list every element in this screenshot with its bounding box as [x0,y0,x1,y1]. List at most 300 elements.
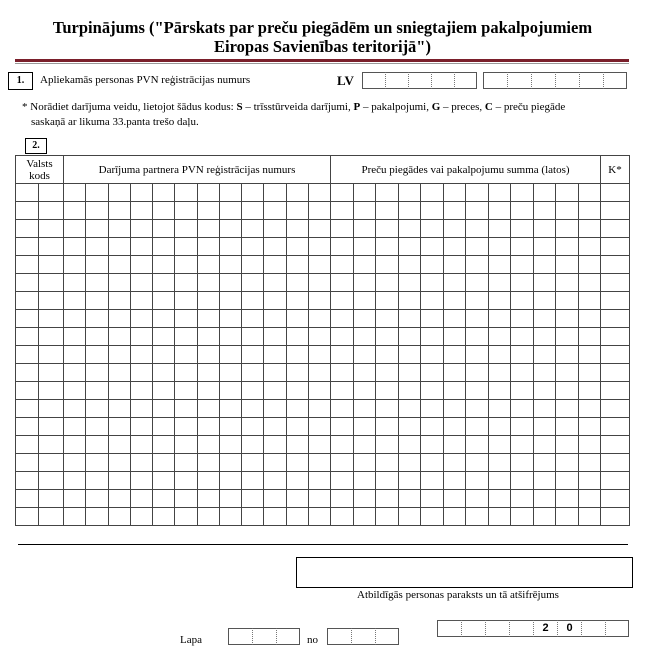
amount-cell[interactable] [533,292,556,310]
partner-vat-cell[interactable] [130,184,152,202]
country-code-cell[interactable] [39,472,64,490]
amount-cell[interactable] [488,256,511,274]
partner-vat-cell[interactable] [219,310,241,328]
amount-cell[interactable] [443,220,466,238]
partner-vat-cell[interactable] [130,292,152,310]
partner-vat-cell[interactable] [219,202,241,220]
amount-cell[interactable] [421,292,444,310]
amount-cell[interactable] [421,436,444,454]
partner-vat-cell[interactable] [130,400,152,418]
amount-cell[interactable] [466,202,489,220]
partner-vat-cell[interactable] [197,400,219,418]
amount-cell[interactable] [331,382,354,400]
amount-cell[interactable] [556,472,579,490]
amount-cell[interactable] [443,346,466,364]
partner-vat-cell[interactable] [242,292,264,310]
amount-cell[interactable] [533,364,556,382]
vat-number-group2[interactable] [483,72,627,89]
partner-vat-cell[interactable] [308,184,330,202]
amount-cell[interactable] [578,472,601,490]
amount-cell[interactable] [421,454,444,472]
partner-vat-cell[interactable] [108,400,130,418]
amount-cell[interactable] [488,184,511,202]
partner-vat-cell[interactable] [130,382,152,400]
country-code-cell[interactable] [39,184,64,202]
kind-cell[interactable] [601,508,630,526]
partner-vat-cell[interactable] [242,382,264,400]
amount-cell[interactable] [353,292,376,310]
partner-vat-cell[interactable] [286,508,308,526]
partner-vat-cell[interactable] [86,310,108,328]
amount-cell[interactable] [443,436,466,454]
amount-cell[interactable] [556,436,579,454]
amount-cell[interactable] [556,238,579,256]
amount-cell[interactable] [488,346,511,364]
amount-cell[interactable] [533,490,556,508]
country-code-cell[interactable] [39,508,64,526]
country-code-cell[interactable] [16,436,39,454]
amount-cell[interactable] [398,418,421,436]
year-digit-0[interactable]: 0 [557,620,581,637]
partner-vat-cell[interactable] [219,346,241,364]
amount-cell[interactable] [578,256,601,274]
amount-cell[interactable] [398,490,421,508]
partner-vat-cell[interactable] [286,184,308,202]
amount-cell[interactable] [511,238,534,256]
kind-cell[interactable] [601,256,630,274]
amount-cell[interactable] [488,454,511,472]
amount-cell[interactable] [421,364,444,382]
amount-cell[interactable] [443,508,466,526]
amount-cell[interactable] [331,328,354,346]
amount-cell[interactable] [376,490,399,508]
partner-vat-cell[interactable] [264,238,286,256]
country-code-cell[interactable] [39,418,64,436]
amount-cell[interactable] [556,382,579,400]
kind-cell[interactable] [601,220,630,238]
partner-vat-cell[interactable] [308,346,330,364]
partner-vat-cell[interactable] [175,346,197,364]
amount-cell[interactable] [443,400,466,418]
partner-vat-cell[interactable] [153,238,175,256]
partner-vat-cell[interactable] [286,256,308,274]
amount-cell[interactable] [533,274,556,292]
page-digit-cell[interactable] [276,628,300,645]
amount-cell[interactable] [353,220,376,238]
amount-cell[interactable] [353,310,376,328]
page-number-field[interactable] [228,628,300,645]
partner-vat-cell[interactable] [64,400,86,418]
amount-cell[interactable] [421,202,444,220]
amount-cell[interactable] [353,364,376,382]
partner-vat-cell[interactable] [153,310,175,328]
vat-digit-cell[interactable] [579,72,603,89]
amount-cell[interactable] [398,400,421,418]
amount-cell[interactable] [556,346,579,364]
amount-cell[interactable] [556,184,579,202]
date-cell[interactable] [461,620,485,637]
amount-cell[interactable] [331,274,354,292]
date-cell[interactable] [509,620,533,637]
partner-vat-cell[interactable] [308,490,330,508]
amount-cell[interactable] [533,382,556,400]
partner-vat-cell[interactable] [64,256,86,274]
kind-cell[interactable] [601,202,630,220]
partner-vat-cell[interactable] [108,184,130,202]
amount-cell[interactable] [511,400,534,418]
partner-vat-cell[interactable] [64,310,86,328]
amount-cell[interactable] [331,472,354,490]
country-code-cell[interactable] [16,508,39,526]
partner-vat-cell[interactable] [108,346,130,364]
partner-vat-cell[interactable] [197,472,219,490]
amount-cell[interactable] [466,418,489,436]
partner-vat-cell[interactable] [175,418,197,436]
partner-vat-cell[interactable] [175,364,197,382]
amount-cell[interactable] [511,292,534,310]
amount-cell[interactable] [488,364,511,382]
country-code-cell[interactable] [39,400,64,418]
amount-cell[interactable] [533,310,556,328]
country-code-cell[interactable] [39,346,64,364]
partner-vat-cell[interactable] [219,382,241,400]
partner-vat-cell[interactable] [175,490,197,508]
partner-vat-cell[interactable] [175,400,197,418]
amount-cell[interactable] [376,454,399,472]
partner-vat-cell[interactable] [64,274,86,292]
partner-vat-cell[interactable] [286,364,308,382]
partner-vat-cell[interactable] [242,202,264,220]
amount-cell[interactable] [353,382,376,400]
amount-cell[interactable] [443,256,466,274]
amount-cell[interactable] [331,490,354,508]
partner-vat-cell[interactable] [86,238,108,256]
partner-vat-cell[interactable] [264,472,286,490]
amount-cell[interactable] [421,508,444,526]
partner-vat-cell[interactable] [175,436,197,454]
amount-cell[interactable] [578,364,601,382]
partner-vat-cell[interactable] [86,184,108,202]
partner-vat-cell[interactable] [264,310,286,328]
partner-vat-cell[interactable] [219,418,241,436]
partner-vat-cell[interactable] [86,400,108,418]
amount-cell[interactable] [466,490,489,508]
amount-cell[interactable] [421,238,444,256]
partner-vat-cell[interactable] [64,436,86,454]
partner-vat-cell[interactable] [175,292,197,310]
partner-vat-cell[interactable] [175,256,197,274]
amount-cell[interactable] [353,274,376,292]
vat-digit-cell[interactable] [362,72,385,89]
partner-vat-cell[interactable] [175,184,197,202]
partner-vat-cell[interactable] [264,382,286,400]
partner-vat-cell[interactable] [175,454,197,472]
partner-vat-cell[interactable] [86,346,108,364]
amount-cell[interactable] [533,256,556,274]
amount-cell[interactable] [353,490,376,508]
country-code-cell[interactable] [16,364,39,382]
amount-cell[interactable] [466,364,489,382]
partner-vat-cell[interactable] [286,454,308,472]
amount-cell[interactable] [578,436,601,454]
partner-vat-cell[interactable] [242,238,264,256]
partner-vat-cell[interactable] [130,256,152,274]
amount-cell[interactable] [331,292,354,310]
partner-vat-cell[interactable] [197,436,219,454]
country-code-cell[interactable] [39,454,64,472]
amount-cell[interactable] [578,184,601,202]
partner-vat-cell[interactable] [64,328,86,346]
kind-cell[interactable] [601,292,630,310]
amount-cell[interactable] [331,202,354,220]
amount-cell[interactable] [466,328,489,346]
amount-cell[interactable] [398,238,421,256]
amount-cell[interactable] [353,472,376,490]
amount-cell[interactable] [398,472,421,490]
amount-cell[interactable] [376,292,399,310]
amount-cell[interactable] [443,364,466,382]
amount-cell[interactable] [511,382,534,400]
amount-cell[interactable] [398,454,421,472]
partner-vat-cell[interactable] [242,436,264,454]
amount-cell[interactable] [511,310,534,328]
partner-vat-cell[interactable] [175,220,197,238]
partner-vat-cell[interactable] [130,310,152,328]
partner-vat-cell[interactable] [264,508,286,526]
partner-vat-cell[interactable] [130,472,152,490]
partner-vat-cell[interactable] [286,346,308,364]
kind-cell[interactable] [601,382,630,400]
vat-digit-cell[interactable] [555,72,579,89]
partner-vat-cell[interactable] [108,508,130,526]
partner-vat-cell[interactable] [64,508,86,526]
partner-vat-cell[interactable] [86,364,108,382]
amount-cell[interactable] [331,238,354,256]
partner-vat-cell[interactable] [308,454,330,472]
partner-vat-cell[interactable] [264,328,286,346]
amount-cell[interactable] [578,202,601,220]
amount-cell[interactable] [578,292,601,310]
partner-vat-cell[interactable] [308,256,330,274]
amount-cell[interactable] [353,418,376,436]
partner-vat-cell[interactable] [197,346,219,364]
partner-vat-cell[interactable] [130,454,152,472]
amount-cell[interactable] [331,454,354,472]
amount-cell[interactable] [376,274,399,292]
partner-vat-cell[interactable] [130,508,152,526]
amount-cell[interactable] [466,472,489,490]
partner-vat-cell[interactable] [197,238,219,256]
partner-vat-cell[interactable] [197,382,219,400]
amount-cell[interactable] [533,202,556,220]
partner-vat-cell[interactable] [308,400,330,418]
partner-vat-cell[interactable] [175,508,197,526]
kind-cell[interactable] [601,454,630,472]
partner-vat-cell[interactable] [197,310,219,328]
amount-cell[interactable] [578,310,601,328]
amount-cell[interactable] [466,400,489,418]
partner-vat-cell[interactable] [197,256,219,274]
amount-cell[interactable] [443,490,466,508]
partner-vat-cell[interactable] [219,508,241,526]
amount-cell[interactable] [488,508,511,526]
amount-cell[interactable] [511,472,534,490]
amount-cell[interactable] [466,346,489,364]
partner-vat-cell[interactable] [264,274,286,292]
amount-cell[interactable] [443,184,466,202]
amount-cell[interactable] [556,418,579,436]
partner-vat-cell[interactable] [86,436,108,454]
amount-cell[interactable] [331,346,354,364]
amount-cell[interactable] [466,292,489,310]
partner-vat-cell[interactable] [242,184,264,202]
partner-vat-cell[interactable] [153,472,175,490]
amount-cell[interactable] [376,472,399,490]
partner-vat-cell[interactable] [308,292,330,310]
partner-vat-cell[interactable] [286,310,308,328]
partner-vat-cell[interactable] [219,364,241,382]
amount-cell[interactable] [578,454,601,472]
partner-vat-cell[interactable] [286,202,308,220]
partner-vat-cell[interactable] [264,454,286,472]
partner-vat-cell[interactable] [197,184,219,202]
amount-cell[interactable] [556,274,579,292]
country-code-cell[interactable] [39,292,64,310]
partner-vat-cell[interactable] [153,382,175,400]
amount-cell[interactable] [488,328,511,346]
country-code-cell[interactable] [16,274,39,292]
kind-cell[interactable] [601,346,630,364]
amount-cell[interactable] [376,202,399,220]
date-field[interactable] [437,620,629,637]
partner-vat-cell[interactable] [108,382,130,400]
total-digit-cell[interactable] [375,628,399,645]
amount-cell[interactable] [331,436,354,454]
kind-cell[interactable] [601,400,630,418]
amount-cell[interactable] [466,184,489,202]
partner-vat-cell[interactable] [308,328,330,346]
amount-cell[interactable] [353,400,376,418]
amount-cell[interactable] [421,400,444,418]
partner-vat-cell[interactable] [219,256,241,274]
amount-cell[interactable] [578,238,601,256]
partner-vat-cell[interactable] [242,508,264,526]
amount-cell[interactable] [353,454,376,472]
vat-number-group1[interactable] [362,72,477,89]
amount-cell[interactable] [578,346,601,364]
amount-cell[interactable] [511,220,534,238]
country-code-cell[interactable] [16,454,39,472]
amount-cell[interactable] [376,220,399,238]
amount-cell[interactable] [376,364,399,382]
amount-cell[interactable] [353,202,376,220]
partner-vat-cell[interactable] [219,436,241,454]
partner-vat-cell[interactable] [242,364,264,382]
partner-vat-cell[interactable] [264,292,286,310]
amount-cell[interactable] [443,382,466,400]
partner-vat-cell[interactable] [64,238,86,256]
amount-cell[interactable] [353,184,376,202]
amount-cell[interactable] [488,490,511,508]
amount-cell[interactable] [511,184,534,202]
partner-vat-cell[interactable] [153,418,175,436]
partner-vat-cell[interactable] [242,328,264,346]
amount-cell[interactable] [556,202,579,220]
amount-cell[interactable] [578,274,601,292]
partner-vat-cell[interactable] [64,382,86,400]
amount-cell[interactable] [376,328,399,346]
amount-cell[interactable] [488,292,511,310]
amount-cell[interactable] [421,256,444,274]
partner-vat-cell[interactable] [153,508,175,526]
partner-vat-cell[interactable] [153,184,175,202]
amount-cell[interactable] [511,490,534,508]
amount-cell[interactable] [533,400,556,418]
amount-cell[interactable] [488,310,511,328]
amount-cell[interactable] [331,418,354,436]
partner-vat-cell[interactable] [153,346,175,364]
partner-vat-cell[interactable] [197,490,219,508]
partner-vat-cell[interactable] [130,274,152,292]
partner-vat-cell[interactable] [242,274,264,292]
amount-cell[interactable] [556,490,579,508]
amount-cell[interactable] [353,508,376,526]
country-code-cell[interactable] [16,310,39,328]
amount-cell[interactable] [556,256,579,274]
partner-vat-cell[interactable] [175,382,197,400]
amount-cell[interactable] [488,220,511,238]
amount-cell[interactable] [398,220,421,238]
partner-vat-cell[interactable] [86,274,108,292]
kind-cell[interactable] [601,238,630,256]
partner-vat-cell[interactable] [64,202,86,220]
partner-vat-cell[interactable] [64,490,86,508]
country-code-cell[interactable] [16,382,39,400]
amount-cell[interactable] [331,310,354,328]
amount-cell[interactable] [443,238,466,256]
amount-cell[interactable] [466,238,489,256]
amount-cell[interactable] [511,364,534,382]
signature-field[interactable] [296,557,633,588]
partner-vat-cell[interactable] [286,382,308,400]
partner-vat-cell[interactable] [64,346,86,364]
amount-cell[interactable] [376,508,399,526]
partner-vat-cell[interactable] [286,418,308,436]
partner-vat-cell[interactable] [264,256,286,274]
partner-vat-cell[interactable] [197,508,219,526]
amount-cell[interactable] [556,508,579,526]
country-code-cell[interactable] [39,256,64,274]
vat-digit-cell[interactable] [531,72,555,89]
partner-vat-cell[interactable] [86,418,108,436]
partner-vat-cell[interactable] [308,238,330,256]
partner-vat-cell[interactable] [86,202,108,220]
amount-cell[interactable] [533,346,556,364]
partner-vat-cell[interactable] [219,274,241,292]
kind-cell[interactable] [601,436,630,454]
partner-vat-cell[interactable] [108,202,130,220]
partner-vat-cell[interactable] [175,238,197,256]
amount-cell[interactable] [466,310,489,328]
partner-vat-cell[interactable] [308,310,330,328]
vat-digit-cell[interactable] [483,72,507,89]
partner-vat-cell[interactable] [175,274,197,292]
partner-vat-cell[interactable] [197,274,219,292]
amount-cell[interactable] [578,400,601,418]
partner-vat-cell[interactable] [64,418,86,436]
partner-vat-cell[interactable] [108,490,130,508]
amount-cell[interactable] [376,436,399,454]
